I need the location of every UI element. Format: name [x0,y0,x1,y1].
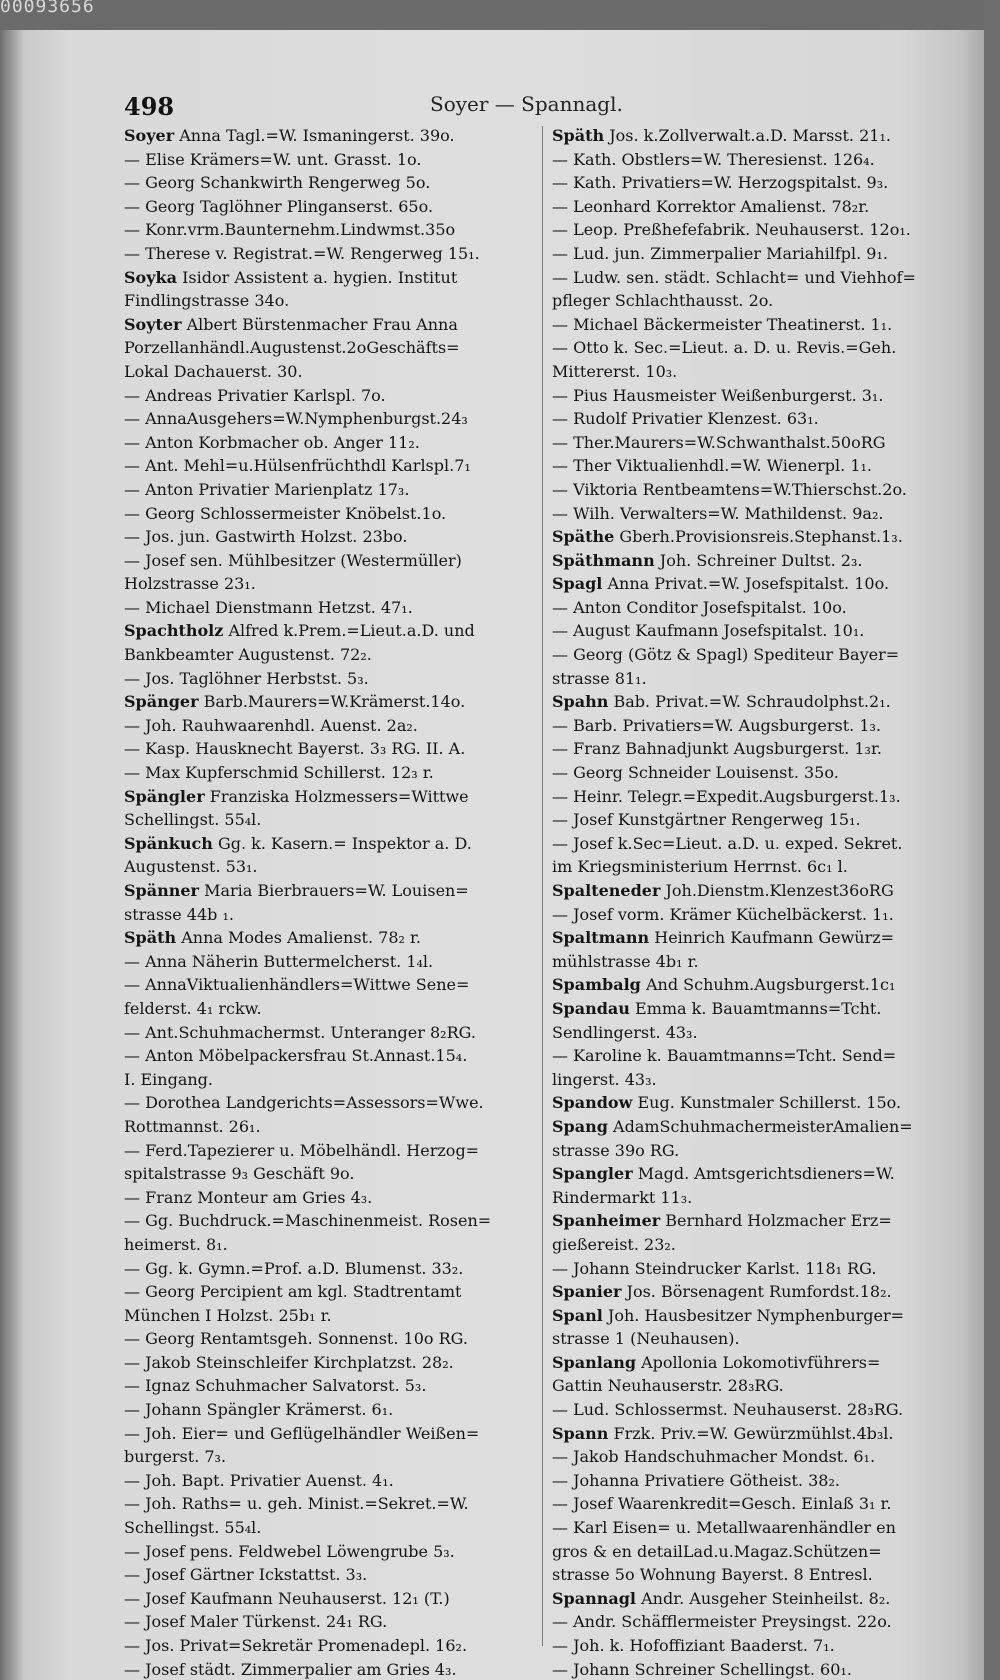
entry-text: — Joh. Bapt. Privatier Auenst. 4₁. [124,1470,394,1490]
directory-entry [552,667,952,691]
directory-entry [124,478,544,502]
entry-text: — Gg. Buchdruck.=Maschinenmeist. Rosen= [124,1211,492,1231]
directory-entry [552,148,952,172]
entry-text: heimerst. 8₁. [124,1234,228,1254]
directory-entry [124,1139,544,1163]
directory-entry [552,1068,952,1092]
entry-text: Joh. Hausbesitzer Nymphenburger= [607,1305,905,1325]
entry-text: Isidor Assistent a. hygien. Institut [182,267,458,287]
directory-entry [124,1492,544,1516]
entry-text: — Wilh. Verwalters=W. Mathildenst. 9a₂. [552,503,884,523]
entry-surname: Späthmann [552,550,655,570]
entry-text: — Georg Rentamtsgeh. Sonnenst. 10o RG. [124,1329,468,1349]
directory-entry [124,1044,544,1068]
entry-text: Bankbeamter Augustenst. 72₂. [124,645,372,665]
entry-text: — Michael Dienstmann Hetzst. 47₁. [124,597,413,617]
directory-entry [124,1469,544,1493]
entry-text: — Jos. jun. Gastwirth Holzst. 23bo. [124,527,408,547]
entry-text: Bab. Privat.=W. Schraudolphst.2₁. [613,692,891,712]
entry-text: Alfred k.Prem.=Lieut.a.D. und [228,621,475,641]
entry-text: — Josef Waarenkredit=Gesch. Einlaß 3₁ r. [552,1494,892,1514]
directory-entry [552,1351,952,1375]
entry-text: gros & en detailLad.u.Magaz.Schützen= [552,1541,882,1561]
directory-entry [552,124,952,148]
directory-entry [124,1516,544,1540]
directory-entry [552,454,952,478]
entry-text: — Ther.Maurers=W.Schwanthalst.50oRG [552,432,886,452]
entry-text: — AnnaAusgehers=W.Nymphenburgst.24₃ [124,409,468,429]
directory-entry [124,1209,544,1233]
directory-entry [124,973,544,997]
directory-entry [552,1374,952,1398]
entry-surname: Spannagl [552,1588,637,1608]
directory-entry [552,973,952,997]
directory-entry [124,997,544,1021]
entry-surname: Spandau [552,998,630,1018]
entry-text: lingerst. 43₃. [552,1069,657,1089]
directory-entry [552,360,952,384]
entry-text: — Karl Eisen= u. Metallwaarenhändler en [552,1518,896,1538]
entry-text: Schellingst. 55₄l. [124,1518,262,1538]
entry-text: — AnnaViktualienhändlers=Wittwe Sene= [124,975,470,995]
entry-text: Gberh.Provisionsreis.Stephanst.1₃. [619,527,903,547]
entry-surname: Spang [552,1116,608,1136]
directory-entry [124,785,544,809]
entry-text: — Jos. Taglöhner Herbstst. 5₃. [124,668,369,688]
directory-entry [124,1634,544,1658]
directory-entry [124,1374,544,1398]
entry-surname: Spanl [552,1305,603,1325]
directory-entry [124,1162,544,1186]
directory-entry [124,148,544,172]
directory-entry [124,690,544,714]
entry-text: — Otto k. Sec.=Lieut. a. D. u. Revis.=Geh. [552,338,897,358]
directory-entry [124,1587,544,1611]
entry-surname: Soyer [124,126,175,145]
entry-text: — Jakob Steinschleifer Kirchplatzst. 28₂. [124,1352,454,1372]
directory-entry [124,384,544,408]
directory-entry [552,1445,952,1469]
entry-text: — Ant. Mehl=u.Hülsenfrüchthdl Karlspl.7₁ [124,456,471,476]
entry-text: strasse 1 (Neuhausen). [552,1329,740,1349]
directory-entry [124,1327,544,1351]
entry-text: Andr. Ausgeher Steinheilst. 8₂. [641,1588,891,1608]
entry-surname: Spanheimer [552,1211,661,1231]
entry-text: — Pius Hausmeister Weißenburgerst. 3₁. [552,385,884,405]
directory-entry [124,1398,544,1422]
entry-text: — Anton Conditor Josefspitalst. 10o. [552,597,847,617]
entry-text: — Johann Spängler Krämerst. 6₁. [124,1400,394,1420]
entry-surname: Spängler [124,786,205,806]
entry-surname: Spandow [552,1093,633,1113]
entry-text: Rottmannst. 26₁. [124,1116,261,1136]
directory-entry [124,1658,544,1680]
entry-text: Anna Tagl.=W. Ismaningerst. 39o. [179,126,455,145]
entry-text: — Josef Kaufmann Neuhauserst. 12₁ (T.) [124,1588,450,1608]
entry-text: Anna Privat.=W. Josefspitalst. 10o. [607,574,890,594]
entry-surname: Späthe [552,527,615,547]
directory-entry [124,1445,544,1469]
entry-text: Gattin Neuhauserstr. 28₃RG. [552,1376,784,1396]
directory-entry [552,1327,952,1351]
entry-surname: Soyter [124,314,182,334]
directory-entry [552,384,952,408]
entry-text: — Elise Krämers=W. unt. Grasst. 1o. [124,149,422,169]
entry-text: — Andreas Privatier Karlspl. 7o. [124,385,386,405]
entry-text: — Kath. Privatiers=W. Herzogspitalst. 9₃. [552,173,889,193]
directory-entry [124,171,544,195]
directory-entry [552,1469,952,1493]
directory-entry [124,289,544,313]
directory-entry [124,313,544,337]
directory-entry [124,903,544,927]
entry-text: — Georg Percipient am kgl. Stadtrentamt [124,1282,462,1302]
entry-text: — Joh. k. Hofoffiziant Baaderst. 7₁. [552,1636,835,1655]
entry-surname: Spaltmann [552,928,650,948]
entry-text: — Kasp. Hausknecht Bayerst. 3₃ RG. II. A. [124,739,466,759]
directory-entry [552,1540,952,1564]
entry-text: — Josef k.Sec=Lieut. a.D. u. exped. Sekret. [552,833,903,853]
entry-text: — Georg Schlossermeister Knöbelst.1o. [124,503,447,523]
directory-entry [124,596,544,620]
directory-entry [124,1186,544,1210]
entry-text: Barb.Maurers=W.Krämerst.14o. [203,692,466,712]
directory-entry [124,1540,544,1564]
entry-text: — Johann Schreiner Schellingst. 60₁. [552,1659,852,1679]
directory-entry [552,1634,952,1658]
directory-entry [552,997,952,1021]
entry-text: Gg. k. Kasern.= Inspektor a. D. [217,833,472,853]
entry-text: Findlingstrasse 34o. [124,291,290,311]
entry-text: — Leop. Preßhefefabrik. Neuhauserst. 12o₁. [552,220,911,240]
directory-entry [552,808,952,832]
directory-entry [552,431,952,455]
entry-text: Porzellanhändl.Augustenst.2oGeschäfts= [124,338,460,358]
entry-text: — Georg Taglöhner Plinganserst. 65o. [124,196,434,216]
entry-text: Jos. k.Zollverwalt.a.D. Marsst. 21₁. [609,126,891,145]
directory-entry [124,619,544,643]
entry-text: — Josef sen. Mühlbesitzer (Westermüller) [124,550,462,570]
entry-text: Bernhard Holzmacher Erz= [665,1211,892,1231]
entry-text: — Rudolf Privatier Klenzest. 63₁. [552,409,819,429]
entry-text: strasse 44b ₁. [124,904,234,924]
directory-entry [552,1610,952,1634]
directory-entry [552,195,952,219]
entry-text: — Therese v. Registrat.=W. Rengerweg 15₁. [124,243,480,263]
entry-text: Albert Bürstenmacher Frau Anna [186,314,458,334]
entry-text: — Ignaz Schuhmacher Salvatorst. 5₃. [124,1376,427,1396]
entry-text: — Lud. jun. Zimmerpalier Mariahilfpl. 9₁. [552,243,888,263]
entry-text: Rindermarkt 11₃. [552,1187,693,1207]
entry-text: — Johann Steindrucker Karlst. 118₁ RG. [552,1258,877,1278]
directory-entry [124,195,544,219]
entry-text: Franziska Holzmessers=Wittwe [209,786,469,806]
entry-text: — Heinr. Telegr.=Expedit.Augsburgerst.1₃. [552,786,901,806]
entry-surname: Spänkuch [124,833,213,853]
directory-entry [552,289,952,313]
directory-entry [552,242,952,266]
entry-text: Joh. Schreiner Dultst. 2₃. [659,550,863,570]
directory-entry [552,1422,952,1446]
entry-text: strasse 81₁. [552,668,647,688]
entry-text: mühlstrasse 4b₁ r. [552,951,699,971]
running-head: Soyer — Spannagl. [430,92,623,116]
directory-entry [124,218,544,242]
entry-text: — Leonhard Korrektor Amalienst. 78₂r. [552,196,870,216]
entry-text: — Ludw. sen. städt. Schlacht= und Viehhof= [552,267,916,287]
entry-text: — Jakob Handschuhmacher Mondst. 6₁. [552,1447,876,1467]
directory-entry [552,1492,952,1516]
entry-text: pfleger Schlachthausst. 2o. [552,291,774,311]
entry-text: gießereist. 23₂. [552,1234,676,1254]
entry-text: felderst. 4₁ rckw. [124,998,262,1018]
directory-entry [552,525,952,549]
directory-entry [124,1351,544,1375]
entry-text: Holzstrasse 23₁. [124,574,256,594]
directory-entry [552,218,952,242]
entry-text: — Georg Schneider Louisenst. 35o. [552,763,839,783]
directory-entry [124,1257,544,1281]
directory-entry [552,1139,952,1163]
entry-text: — Barb. Privatiers=W. Augsburgerst. 1₃. [552,715,882,735]
entry-text: — Anton Korbmacher ob. Anger 11₂. [124,432,420,452]
entry-text: — Ther Viktualienhdl.=W. Wienerpl. 1₁. [552,456,872,476]
directory-entry [552,785,952,809]
directory-entry [552,950,952,974]
entry-text: — Georg Schankwirth Rengerweg 5o. [124,173,431,193]
entry-text: — Josef Maler Türkenst. 24₁ RG. [124,1612,388,1632]
entry-text: — Josef pens. Feldwebel Löwengrube 5₃. [124,1541,455,1561]
directory-entry [124,431,544,455]
directory-entry [124,1280,544,1304]
directory-entry [124,737,544,761]
directory-entry [552,879,952,903]
directory-entry [552,549,952,573]
page-number: 498 [124,92,175,121]
entry-text: — Anna Näherin Buttermelcherst. 1₄l. [124,951,434,971]
entry-surname: Spanier [552,1282,622,1302]
entry-surname: Spalteneder [552,881,661,900]
entry-text: — Franz Bahnadjunkt Augsburgerst. 1₃r. [552,739,882,759]
entry-text: — Josef vorm. Krämer Küchelbäckerst. 1₁. [552,904,894,924]
directory-entry [124,714,544,738]
entry-text: Mittererst. 10₃. [552,361,678,381]
entry-text: München I Holzst. 25b₁ r. [124,1305,332,1325]
entry-text: — Franz Monteur am Gries 4₃. [124,1187,373,1207]
directory-entry [124,1233,544,1257]
directory-entry [124,549,544,573]
directory-entry [552,572,952,596]
directory-entry [552,1021,952,1045]
directory-entry [552,903,952,927]
entry-text: strasse 5o Wohnung Bayerst. 8 Entresl. [552,1565,873,1585]
directory-entry [124,1091,544,1115]
directory-entry [552,313,952,337]
entry-text: — Anton Möbelpackersfrau St.Annast.15₄. [124,1046,468,1066]
directory-entry [124,879,544,903]
entry-surname: Spachtholz [124,621,224,641]
entry-surname: Spann [552,1423,609,1443]
right-column [552,124,952,1680]
entry-text: — Gg. k. Gymn.=Prof. a.D. Blumenst. 33₂. [124,1258,464,1278]
entry-surname: Spambalg [552,975,641,995]
entry-text: — Jos. Privat=Sekretär Promenadepl. 16₂. [124,1636,468,1655]
directory-entry [552,619,952,643]
entry-text: — Viktoria Rentbeamtens=W.Thierschst.2o. [552,479,907,499]
entry-text: Frzk. Priv.=W. Gewürzmühlst.4b₃l. [613,1423,894,1443]
directory-entry [124,855,544,879]
page-edge [984,0,1000,1680]
entry-text: I. Eingang. [124,1069,214,1089]
entry-text: And Schuhm.Augsburgerst.1c₁ [645,975,896,995]
directory-entry [124,1610,544,1634]
directory-entry [124,1304,544,1328]
entry-text: Maria Bierbrauers=W. Louisen= [204,881,469,900]
entry-text: — Dorothea Landgerichts=Assessors=Wwe. [124,1093,484,1113]
directory-entry [552,1091,952,1115]
directory-entry [124,643,544,667]
directory-entry [124,832,544,856]
directory-entry [552,1280,952,1304]
entry-text: — Joh. Rauhwaarenhdl. Auenst. 2a₂. [124,715,418,735]
entry-text: — Johanna Privatiere Götheist. 38₂. [552,1470,840,1490]
entry-text: — Joh. Eier= und Geflügelhändler Weißen= [124,1423,480,1443]
entry-text: burgerst. 7₃. [124,1447,227,1467]
entry-surname: Spänger [124,692,199,712]
entry-text: — Anton Privatier Marienplatz 17₃. [124,479,410,499]
directory-entry [124,761,544,785]
entry-text: Lokal Dachauerst. 30. [124,361,303,381]
entry-text: — Andr. Schäfflermeister Preysingst. 22o. [552,1612,892,1632]
entry-surname: Spangler [552,1164,633,1184]
entry-text: — Josef Kunstgärtner Rengerweg 15₁. [552,810,861,830]
entry-text: — Michael Bäckermeister Theatinerst. 1₁. [552,314,893,334]
entry-text: spitalstrasse 9₃ Geschäft 9o. [124,1164,355,1184]
entry-text: Jos. Börsenagent Rumfordst.18₂. [626,1282,892,1302]
entry-text: Apollonia Lokomotivführers= [641,1352,881,1372]
directory-entry [124,808,544,832]
directory-entry [552,1587,952,1611]
directory-entry [124,1021,544,1045]
directory-entry [552,926,952,950]
entry-text: Emma k. Bauamtmanns=Tcht. [635,998,882,1018]
directory-entry [124,525,544,549]
entry-surname: Späth [124,928,177,948]
scan-stamp: 00093656 [0,0,95,17]
entry-surname: Spanlang [552,1352,637,1372]
entry-text: — Ant.Schuhmachermst. Unteranger 8₂RG. [124,1022,476,1042]
entry-text: Heinrich Kaufmann Gewürz= [654,928,895,948]
entry-text: im Kriegsministerium Herrnst. 6c₁ l. [552,857,848,877]
entry-text: Sendlingerst. 43₃. [552,1022,698,1042]
directory-entry [552,690,952,714]
entry-surname: Spänner [124,881,199,900]
directory-entry [552,407,952,431]
directory-entry [552,171,952,195]
directory-entry [552,336,952,360]
entry-text: strasse 39o RG. [552,1140,680,1160]
directory-entry [124,360,544,384]
directory-entry [552,832,952,856]
directory-entry [124,1068,544,1092]
directory-entry [552,1115,952,1139]
directory-entry [552,714,952,738]
directory-entry [552,1044,952,1068]
directory-entry [124,950,544,974]
directory-entry [124,124,544,148]
entry-surname: Späth [552,126,605,145]
entry-text: Schellingst. 55₄l. [124,810,262,830]
entry-text: Augustenst. 53₁. [124,857,258,877]
directory-entry [552,1257,952,1281]
directory-entry [552,855,952,879]
directory-entry [124,1115,544,1139]
directory-entry [124,1563,544,1587]
entry-surname: Spagl [552,574,603,594]
entry-text: AdamSchuhmachermeisterAmalien= [613,1116,913,1136]
entry-surname: Soyka [124,267,177,287]
entry-text: — August Kaufmann Josefspitalst. 10₁. [552,621,865,641]
directory-entry [124,1422,544,1446]
entry-text: — Ferd.Tapezierer u. Möbelhändl. Herzog= [124,1140,480,1160]
entry-text: Eug. Kunstmaler Schillerst. 15o. [637,1093,902,1113]
directory-entry [124,336,544,360]
entry-text: — Konr.vrm.Baunternehm.Lindwmst.35o [124,220,456,240]
entry-text: — Kath. Obstlers=W. Theresienst. 126₄. [552,149,875,169]
entry-text: — Max Kupferschmid Schillerst. 12₃ r. [124,763,434,783]
directory-entry [552,502,952,526]
directory-entry [552,737,952,761]
left-column [124,124,544,1680]
directory-entry [552,1304,952,1328]
directory-entry [124,407,544,431]
directory-entry [124,266,544,290]
directory-entry [552,643,952,667]
directory-entry [552,266,952,290]
entry-text: — Josef städt. Zimmerpalier am Gries 4₃. [124,1659,457,1679]
directory-entry [552,1658,952,1680]
entry-text: Magd. Amtsgerichtsdieners=W. [637,1164,895,1184]
entry-text: Joh.Dienstm.Klenzest36oRG [665,881,894,900]
directory-entry [552,1162,952,1186]
directory-entry [552,596,952,620]
directory-entry [552,1233,952,1257]
entry-text: — Karoline k. Bauamtmanns=Tcht. Send= [552,1046,897,1066]
directory-entry [124,454,544,478]
entry-text: — Lud. Schlossermst. Neuhauserst. 28₃RG. [552,1400,904,1420]
directory-entry [552,1516,952,1540]
directory-entry [124,926,544,950]
directory-entry [552,761,952,785]
directory-entry [124,502,544,526]
directory-entry [552,1209,952,1233]
entry-text: Anna Modes Amalienst. 78₂ r. [181,928,421,948]
directory-entry [552,478,952,502]
directory-entry [552,1398,952,1422]
directory-entry [124,667,544,691]
entry-text: — Josef Gärtner Ickstattst. 3₃. [124,1565,368,1585]
directory-entry [124,242,544,266]
directory-entry [124,572,544,596]
entry-text: — Joh. Raths= u. geh. Minist.=Sekret.=W. [124,1494,469,1514]
entry-text: — Georg (Götz & Spagl) Spediteur Bayer= [552,645,900,665]
directory-entry [552,1186,952,1210]
directory-entry [552,1563,952,1587]
scan-border [0,0,1000,30]
entry-surname: Spahn [552,692,609,712]
